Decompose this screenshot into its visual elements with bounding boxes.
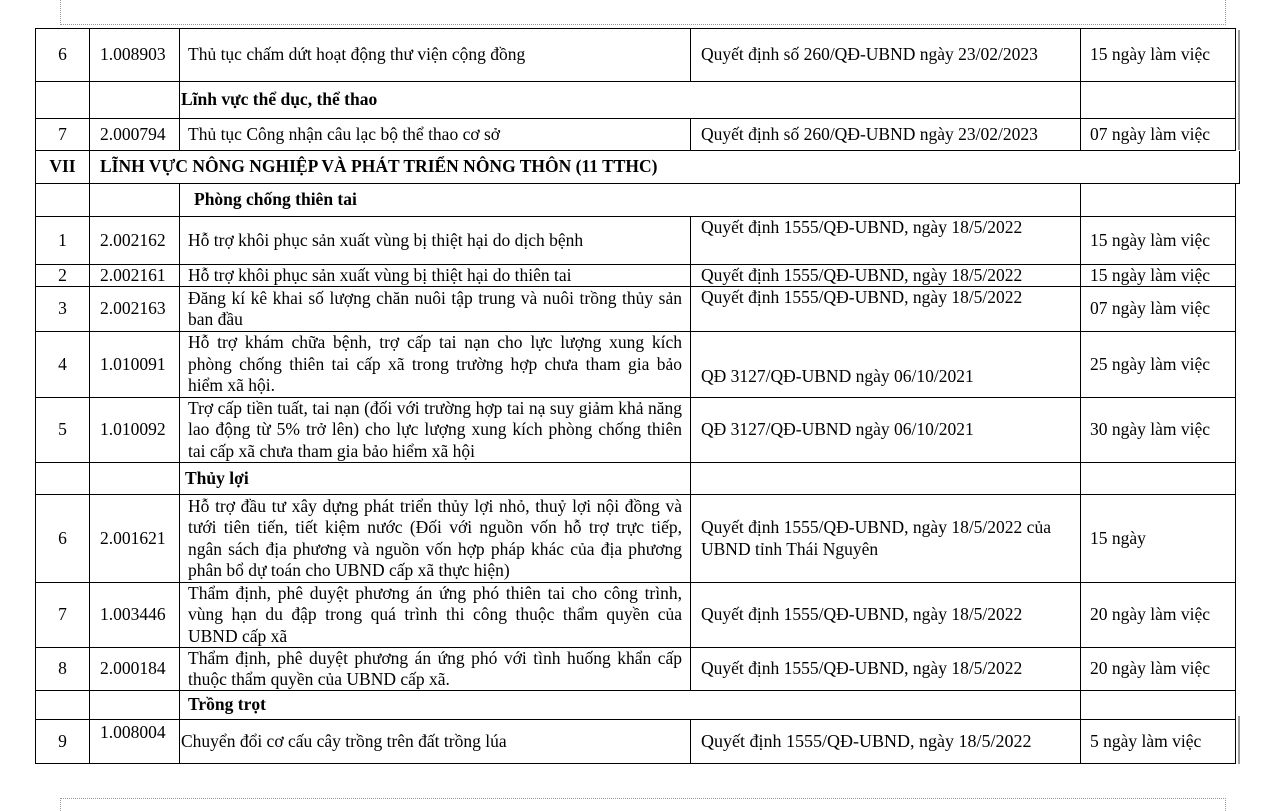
procedure-name-cell: Thủ tục Công nhận câu lạc bộ thể thao cơ sở: [179, 119, 691, 151]
stt-cell: 2: [35, 265, 90, 287]
subheader-row: [0, 463, 1264, 495]
procedure-name-cell: Chuyển đổi cơ cấu cây trồng trên đất trồng lúa: [179, 720, 691, 764]
code-cell: 1.008004: [89, 720, 180, 764]
code-cell: 1.003446: [89, 583, 180, 648]
stt-cell: 7: [35, 119, 90, 151]
stt-cell: 8: [35, 648, 90, 691]
decision-cell: Quyết định 1555/QĐ-UBND, ngày 18/5/2022: [690, 217, 1081, 265]
time-cell: 15 ngày: [1080, 495, 1236, 583]
code-cell: 2.000794: [89, 119, 180, 151]
table-row: [0, 495, 1264, 583]
code-cell: [89, 82, 180, 119]
code-cell: 1.010091: [89, 332, 180, 398]
subheader-row: [0, 184, 1264, 217]
decision-cell: Quyết định 1555/QĐ-UBND, ngày 18/5/2022 của UBND tỉnh Thái Nguyên: [690, 495, 1081, 583]
stt-cell: 4: [35, 332, 90, 398]
time-cell: 15 ngày làm việc: [1080, 265, 1236, 287]
stt-cell: 3: [35, 287, 90, 332]
decision-cell: Quyết định 1555/QĐ-UBND, ngày 18/5/2022: [690, 265, 1081, 287]
procedure-name-cell: Hỗ trợ khôi phục sản xuất vùng bị thiệt hại do dịch bệnh: [179, 217, 691, 265]
procedure-name-cell: Hỗ trợ khám chữa bệnh, trợ cấp tai nạn cho lực lượng xung kích phòng chống thiên tai cấp xã trong trường hợp chưa tham gia bảo hiểm xã hội.: [179, 332, 691, 398]
field-subheader: Trồng trọt: [179, 691, 1081, 720]
time-cell: 5 ngày làm việc: [1080, 720, 1236, 764]
table-row: [0, 648, 1264, 691]
stt-cell: [35, 82, 90, 119]
time-cell: 20 ngày làm việc: [1080, 648, 1236, 691]
procedure-name-cell: Trợ cấp tiền tuất, tai nạn (đối với trường hợp tai nạ suy giảm khả năng lao động từ 5% trở lên) cho lực lượng xung kích phòng chống thiên tai cấp xã chưa tham gia bảo hiểm xã hội: [179, 398, 691, 463]
table-row: [0, 287, 1264, 332]
table-row: [0, 583, 1264, 648]
procedure-name-cell: Hỗ trợ khôi phục sản xuất vùng bị thiệt hại do thiên tai: [179, 265, 691, 287]
decision-cell: Quyết định 1555/QĐ-UBND, ngày 18/5/2022: [690, 648, 1081, 691]
decision-cell: QĐ 3127/QĐ-UBND ngày 06/10/2021: [690, 332, 1081, 398]
time-cell: 30 ngày làm việc: [1080, 398, 1236, 463]
stt-cell: 7: [35, 583, 90, 648]
table-row: [0, 28, 1264, 82]
stt-cell: [35, 691, 90, 720]
subheader-row: [0, 82, 1264, 119]
decision-cell: Quyết định 1555/QĐ-UBND, ngày 18/5/2022: [690, 720, 1081, 764]
section-number: VII: [35, 151, 90, 184]
procedure-name-cell: Thẩm định, phê duyệt phương án ứng phó thiên tai cho công trình, vùng hạn du đập trong quá trình thi công thuộc thẩm quyền của UBND cấp xã: [179, 583, 691, 648]
stt-cell: 6: [35, 28, 90, 82]
stt-cell: 9: [35, 720, 90, 764]
time-cell: 15 ngày làm việc: [1080, 28, 1236, 82]
page-bottom-edge: [60, 798, 1226, 811]
stt-cell: 5: [35, 398, 90, 463]
table-row: [0, 265, 1264, 287]
code-cell: [89, 463, 180, 495]
code-cell: 1.010092: [89, 398, 180, 463]
table-row: [0, 398, 1264, 463]
field-subheader: Lĩnh vực thể dục, thể thao: [179, 82, 1081, 119]
time-cell: 20 ngày làm việc: [1080, 583, 1236, 648]
time-cell: [1080, 82, 1236, 119]
code-cell: 1.008903: [89, 28, 180, 82]
code-cell: [89, 184, 180, 217]
table-row: [0, 217, 1264, 265]
subheader-row: [0, 691, 1264, 720]
time-cell: [1080, 691, 1236, 720]
stt-cell: [35, 463, 90, 495]
decision-cell: [690, 463, 1081, 495]
time-cell: [1080, 184, 1236, 217]
code-cell: [89, 691, 180, 720]
field-subheader: Phòng chống thiên tai: [179, 184, 1081, 217]
time-cell: 07 ngày làm việc: [1080, 119, 1236, 151]
stt-cell: 1: [35, 217, 90, 265]
procedure-name-cell: Thủ tục chấm dứt hoạt động thư viện cộng đồng: [179, 28, 691, 82]
table-row: [0, 119, 1264, 151]
time-cell: [1080, 463, 1236, 495]
procedure-name-cell: Đăng kí kê khai số lượng chăn nuôi tập trung và nuôi trồng thủy sản ban đầu: [179, 287, 691, 332]
decision-cell: Quyết định số 260/QĐ-UBND ngày 23/02/2023: [690, 119, 1081, 151]
procedure-name-cell: Hỗ trợ đầu tư xây dựng phát triển thủy lợi nhỏ, thuỷ lợi nội đồng và tưới tiên tiến, tiết kiệm nước (Đối với nguồn vốn hỗ trợ trực tiếp, ngân sách địa phương và nguồn vốn hợp pháp khác của địa phương phân bổ dự toán cho UBND cấp xã thực hiện): [179, 495, 691, 583]
time-cell: 25 ngày làm việc: [1080, 332, 1236, 398]
stt-cell: 6: [35, 495, 90, 583]
code-cell: 2.002163: [89, 287, 180, 332]
stt-cell: [35, 184, 90, 217]
decision-cell: Quyết định số 260/QĐ-UBND ngày 23/02/2023: [690, 28, 1081, 82]
time-cell: 15 ngày làm việc: [1080, 217, 1236, 265]
code-cell: 2.002162: [89, 217, 180, 265]
page-top-edge: [60, 0, 1226, 25]
decision-cell: Quyết định 1555/QĐ-UBND, ngày 18/5/2022: [690, 287, 1081, 332]
table-row: [0, 332, 1264, 398]
code-cell: 2.002161: [89, 265, 180, 287]
code-cell: 2.000184: [89, 648, 180, 691]
procedure-name-cell: Thẩm định, phê duyệt phương án ứng phó với tình huống khẩn cấp thuộc thẩm quyền của UBND cấp xã.: [179, 648, 691, 691]
decision-cell: Quyết định 1555/QĐ-UBND, ngày 18/5/2022: [690, 583, 1081, 648]
code-cell: 2.001621: [89, 495, 180, 583]
section-title: LĨNH VỰC NÔNG NGHIỆP VÀ PHÁT TRIỂN NÔNG THÔN (11 TTHC): [89, 151, 1240, 184]
field-subheader: Thủy lợi: [179, 463, 691, 495]
section-row: [0, 151, 1264, 184]
decision-cell: QĐ 3127/QĐ-UBND ngày 06/10/2021: [690, 398, 1081, 463]
time-cell: 07 ngày làm việc: [1080, 287, 1236, 332]
table-row: [0, 720, 1264, 764]
